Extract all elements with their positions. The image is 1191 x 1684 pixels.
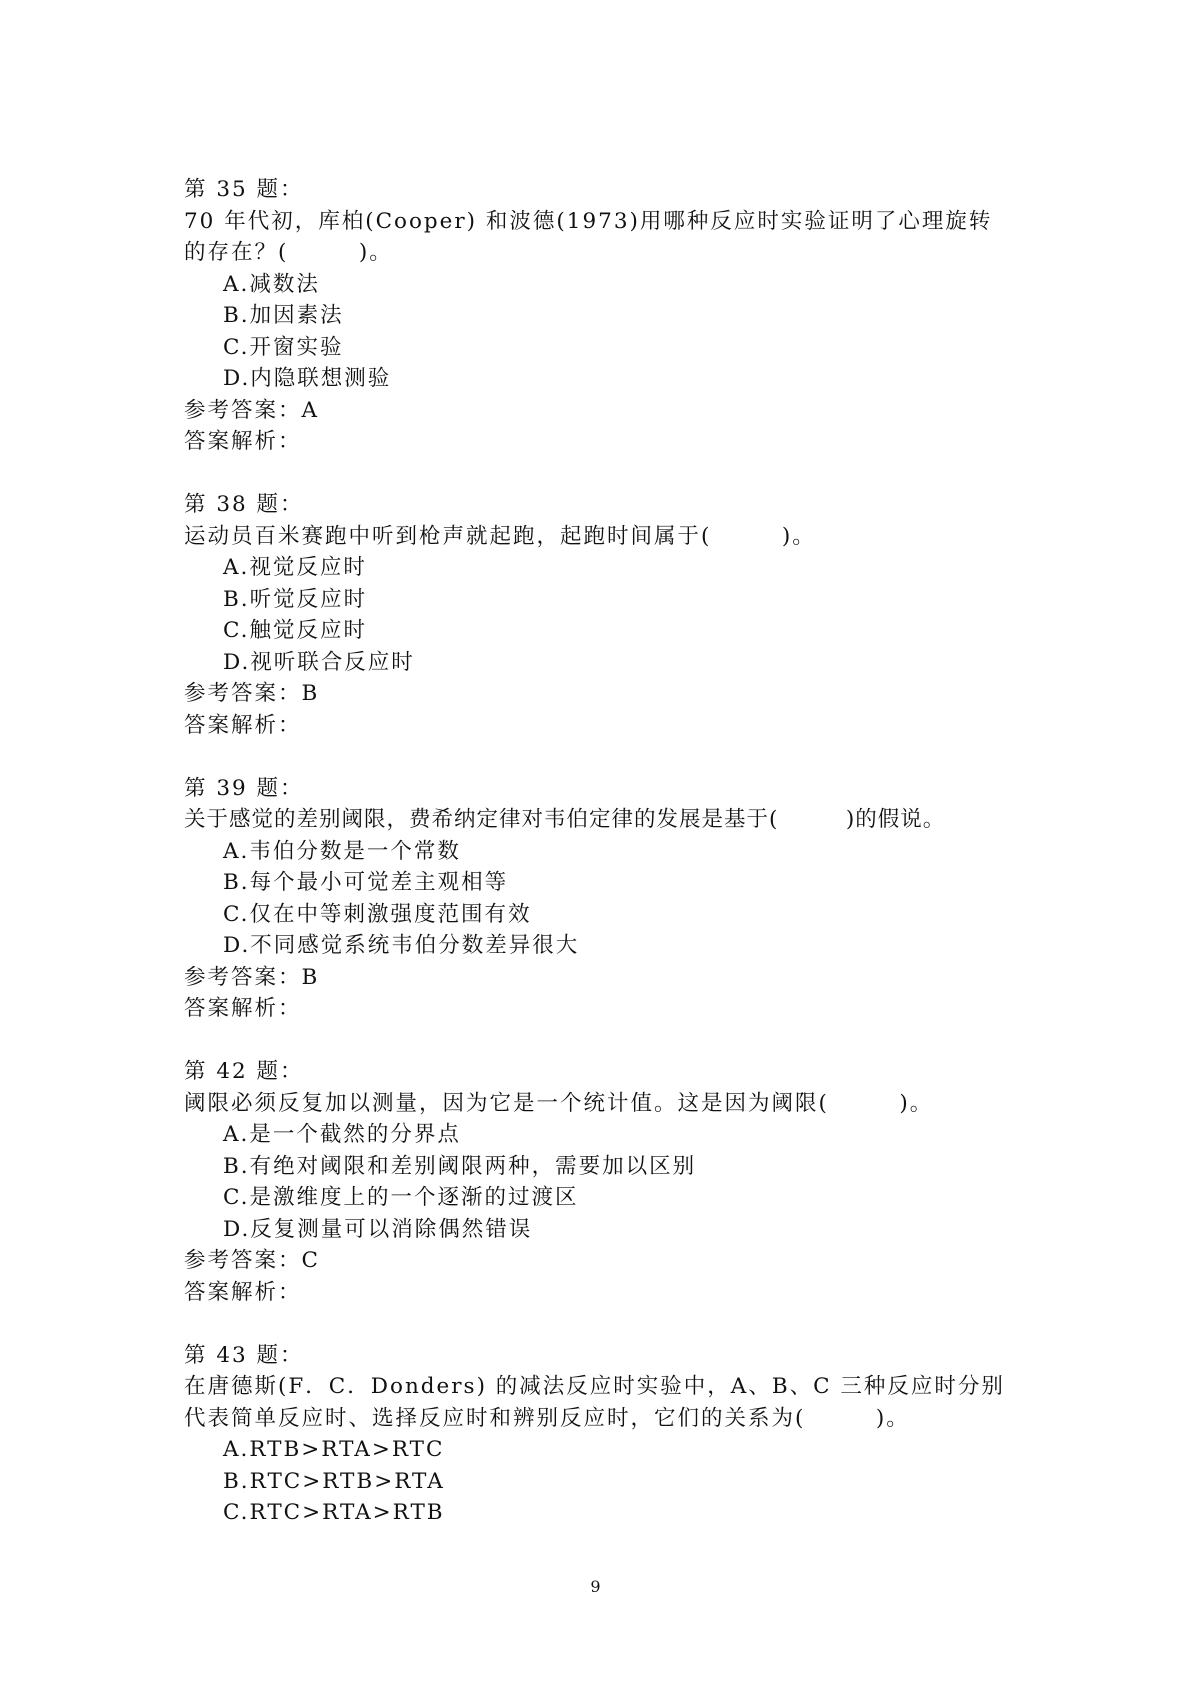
option-a: A.是一个截然的分界点 — [223, 1122, 461, 1147]
answer-analysis: 答案解析： — [184, 1279, 302, 1305]
option-c: C.RTC>RTA>RTB — [223, 1500, 445, 1525]
question-39 — [184, 773, 1014, 1025]
option-b: B.加因素法 — [223, 303, 344, 328]
option-c: C.仅在中等刺激强度范围有效 — [223, 901, 532, 927]
question-38 — [184, 489, 1014, 741]
option-c: C.触觉反应时 — [223, 618, 368, 643]
option-a: A.韦伯分数是一个常数 — [223, 838, 461, 864]
question-stem: 70 年代初，库柏(Cooper) 和波德(1973)用哪种反应时实验证明了心理旋转的存在？( )。 — [184, 208, 993, 265]
option-d: D.内隐联想测验 — [223, 366, 392, 391]
option-b: B.听觉反应时 — [223, 586, 368, 612]
question-43 — [184, 1340, 1014, 1529]
answer-analysis: 答案解析： — [184, 429, 302, 454]
question-stem: 在唐德斯(F．C．Donders) 的减法反应时实验中，A、B、C 三种反应时分别代表简单反应时、选择反应时和辨别反应时，它们的关系为( )。 — [184, 1374, 1005, 1431]
reference-answer: 参考答案：A — [184, 397, 320, 423]
answer-analysis: 答案解析： — [184, 996, 302, 1021]
option-d: D.视听联合反应时 — [223, 649, 415, 675]
option-a: A.视觉反应时 — [223, 555, 367, 580]
option-d: D.不同感觉系统韦伯分数差异很大 — [223, 933, 580, 958]
page-number: 9 — [590, 1577, 601, 1596]
question-stem: 阈限必须反复加以测量，因为它是一个统计值。这是因为阈限( )。 — [184, 1090, 934, 1116]
option-b: B.RTC>RTB>RTA — [223, 1468, 445, 1494]
spacer — [184, 1308, 1014, 1340]
option-d: D.反复测量可以消除偶然错误 — [223, 1216, 533, 1242]
question-number: 第 39 题： — [184, 775, 304, 801]
spacer — [184, 1025, 1014, 1057]
reference-answer: 参考答案：B — [184, 964, 320, 990]
answer-analysis: 答案解析： — [184, 712, 302, 738]
question-35 — [184, 174, 1014, 458]
page-content — [184, 174, 1014, 1529]
option-b: B.有绝对阈限和差别阈限两种，需要加以区别 — [223, 1153, 697, 1179]
reference-answer: 参考答案：B — [184, 681, 320, 706]
option-a: A.RTB>RTA>RTC — [223, 1437, 445, 1462]
option-c: C.是激维度上的一个逐渐的过渡区 — [223, 1185, 579, 1210]
option-b: B.每个最小可觉差主观相等 — [223, 870, 509, 895]
question-number: 第 38 题： — [184, 492, 304, 517]
spacer — [184, 458, 1014, 490]
option-c: C.开窗实验 — [223, 334, 344, 360]
spacer — [184, 741, 1014, 773]
question-number: 第 42 题： — [184, 1059, 304, 1084]
question-number: 第 43 题： — [184, 1342, 304, 1368]
reference-answer: 参考答案：C — [184, 1248, 320, 1273]
question-stem: 运动员百米赛跑中听到枪声就起跑，起跑时间属于( )。 — [184, 523, 816, 549]
option-a: A.减数法 — [223, 271, 320, 297]
question-42 — [184, 1056, 1014, 1308]
question-number: 第 35 题： — [184, 177, 304, 202]
question-stem: 关于感觉的差别阈限，费希纳定律对韦伯定律的发展是基于( )的假说。 — [184, 807, 946, 832]
